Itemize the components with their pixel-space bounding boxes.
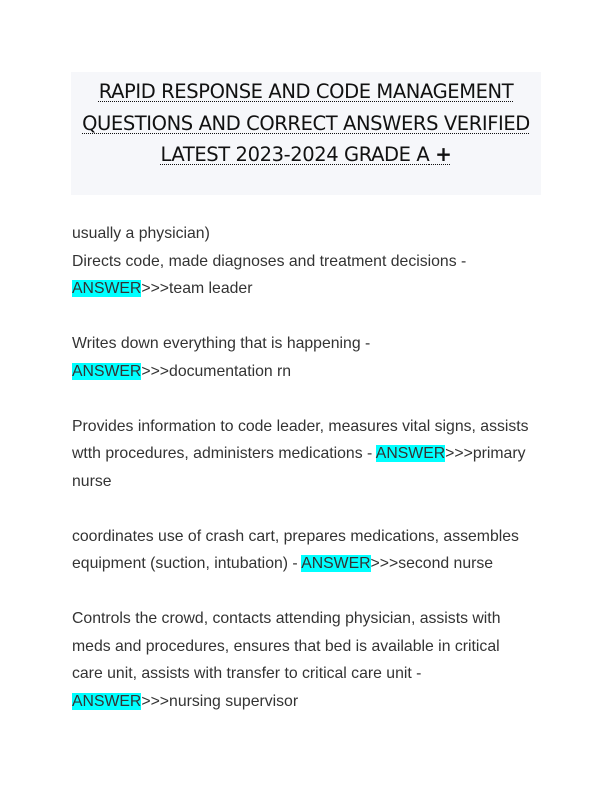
qa-content [72, 220, 542, 715]
title-line-2: QUESTIONS AND CORRECT ANSWERS VERIFIED [82, 111, 530, 135]
question-text: meds and procedures, ensures that bed is available in critical [72, 637, 500, 655]
answer-highlight: ANSWER [72, 692, 142, 710]
question-text: Writes down everything that is happening - [72, 335, 371, 352]
answer-text-continued: nurse [72, 472, 112, 490]
qa-item-second-nurse [72, 523, 542, 578]
question-text: Provides information to code leader, measures vital signs, assists [72, 417, 529, 435]
title-line-1: RAPID RESPONSE AND CODE MANAGEMENT [98, 80, 514, 103]
answer-highlight: ANSWER [375, 445, 446, 462]
answer-highlight: ANSWER [72, 280, 142, 297]
plus-icon: + [435, 142, 452, 166]
qa-item-team-leader [72, 220, 542, 303]
answer-line [72, 358, 542, 386]
answer-highlight: ANSWER [72, 362, 142, 380]
answer-line [72, 688, 542, 716]
document-title [71, 72, 541, 171]
title-line-3-text: LATEST 2023-2024 GRADE A [160, 143, 430, 166]
question-text: coordinates use of crash cart, prepares medications, assembles [72, 527, 519, 545]
question-answer-line [72, 550, 542, 578]
question-text: Controls the crowd, contacts attending physician, assists with [72, 610, 501, 627]
answer-text: primary [472, 445, 526, 462]
answer-highlight: ANSWER [301, 555, 371, 572]
answer-arrow: >>> [141, 692, 170, 710]
answer-text: team leader [169, 280, 253, 297]
qa-item-primary-nurse [72, 413, 542, 496]
question-text: care unit, assists with transfer to critical care unit - [72, 665, 422, 682]
answer-arrow: >>> [141, 280, 170, 297]
title-box [71, 72, 541, 195]
answer-text: second nurse [398, 555, 494, 572]
qa-item-nursing-supervisor [72, 605, 542, 715]
answer-text: nursing supervisor [169, 692, 299, 710]
title-line-3 [161, 143, 452, 166]
answer-arrow: >>> [445, 445, 473, 462]
question-text: equipment (suction, intubation) - [72, 555, 302, 572]
question-answer-line [72, 440, 542, 468]
question-text: Directs code, made diagnoses and treatment decisions - [72, 252, 467, 270]
qa-item-documentation [72, 330, 542, 385]
answer-text: documentation rn [169, 362, 292, 380]
answer-arrow: >>> [370, 555, 399, 572]
text-fragment: usually a physician) [72, 225, 210, 242]
question-text: wtth procedures, administers medications - [72, 445, 376, 462]
answer-line [72, 275, 542, 303]
answer-arrow: >>> [141, 362, 170, 380]
